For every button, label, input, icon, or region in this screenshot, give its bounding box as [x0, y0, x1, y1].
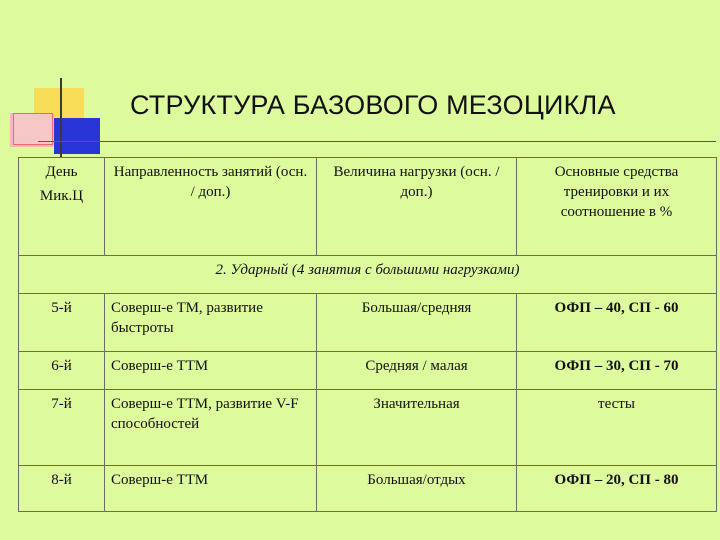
title-underline: [38, 141, 716, 142]
table-row: [19, 294, 717, 352]
section-row: [19, 256, 717, 294]
row-direction: Соверш-е ТМ, развитие быстроты: [105, 294, 317, 352]
row-day: 7-й: [19, 390, 105, 466]
section-label: 2. Ударный: [215, 262, 289, 278]
header-day-line2: Мик.Ц: [39, 188, 84, 204]
header-day-line1: День: [45, 164, 78, 180]
row-day: 6-й: [19, 352, 105, 390]
table-row: [19, 352, 717, 390]
row-day: 8-й: [19, 466, 105, 512]
table-header-row: [19, 158, 717, 256]
header-direction: Направленность занятий (осн. / доп.): [105, 158, 317, 256]
header-load: Величина нагрузки (осн. / доп.): [317, 158, 517, 256]
mesocycle-table: [18, 157, 717, 512]
row-means: тесты: [517, 390, 717, 466]
table-row: [19, 466, 717, 512]
row-direction: Соверш-е ТТМ, развитие V-F способностей: [105, 390, 317, 466]
header-means: Основные средства тренировки и их соотношение в %: [517, 158, 717, 256]
row-direction: Соверш-е ТТМ: [105, 466, 317, 512]
row-day: 5-й: [19, 294, 105, 352]
row-load: Средняя / малая: [317, 352, 517, 390]
row-means: ОФП – 40, СП - 60: [517, 294, 717, 352]
table-row: [19, 390, 717, 466]
row-means: ОФП – 30, СП - 70: [517, 352, 717, 390]
row-load: Большая/отдых: [317, 466, 517, 512]
section-note: (4 занятия с большими нагрузками): [291, 262, 520, 278]
page-title: СТРУКТУРА БАЗОВОГО МЕЗОЦИКЛА: [130, 90, 616, 120]
row-load: Большая/средняя: [317, 294, 517, 352]
row-means: ОФП – 20, СП - 80: [517, 466, 717, 512]
row-load: Значительная: [317, 390, 517, 466]
decor-vertical-line: [60, 78, 62, 158]
section-cell: [19, 256, 717, 294]
header-day: [19, 158, 105, 256]
row-direction: Соверш-е ТТМ: [105, 352, 317, 390]
